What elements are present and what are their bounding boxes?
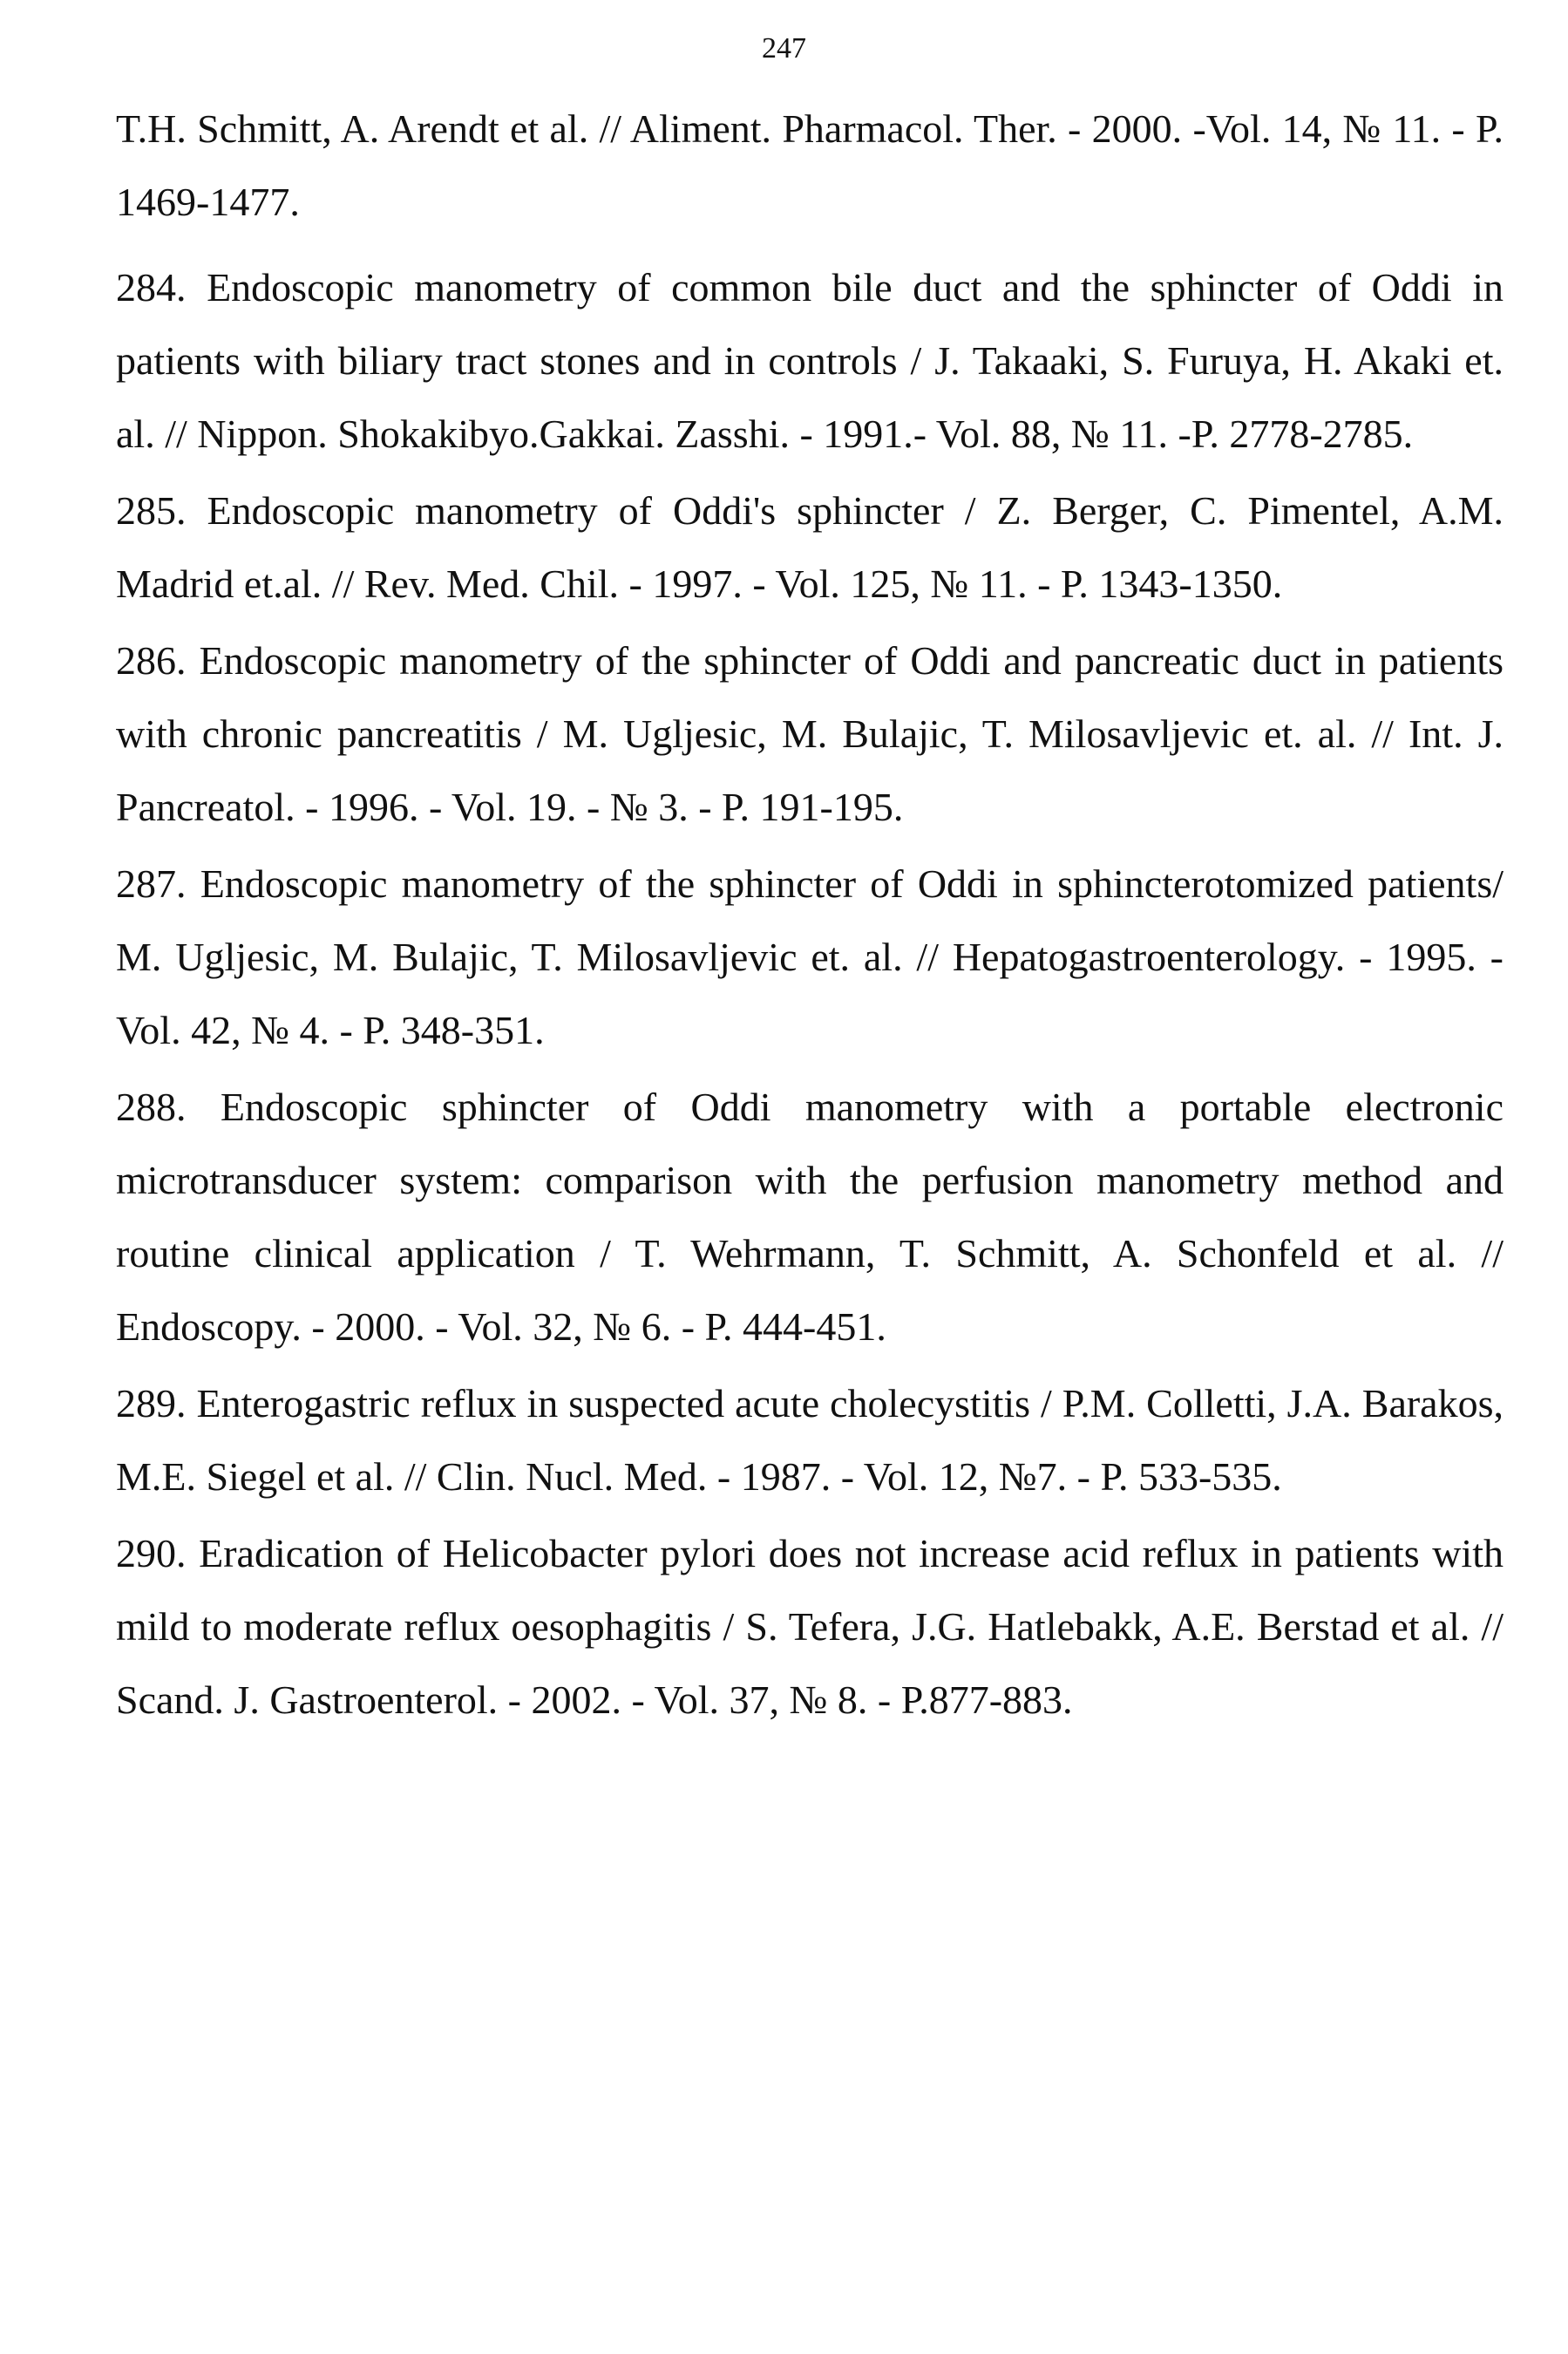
reference-text: Endoscopic sphincter of Oddi manometry with a portable electronic microtransducer system: comparison with the perfusion manometry method and routine clinical application / T. Wehrmann, T. Schmitt, A. Schonfeld et al. // Endoscopy. - 2000. - Vol. 32, № 6. - P. 444-451. <box>116 1085 1504 1349</box>
reference-item-290 <box>116 1517 1504 1737</box>
reference-item-288 <box>116 1071 1504 1364</box>
reference-number: 288. <box>116 1085 221 1129</box>
reference-item-285 <box>116 474 1504 621</box>
reference-item-continued <box>116 92 1504 239</box>
reference-text: Endoscopic manometry of the sphincter of Oddi and pancreatic duct in patients with chronic pancreatitis / M. Ugljesic, M. Bulajic, T. Milosavljevic et. al. // Int. J. Pancreatol. - 1996. - Vol. 19. - № 3. - P. 191-195. <box>116 638 1504 829</box>
reference-item-287 <box>116 847 1504 1067</box>
reference-number: 285. <box>116 488 207 533</box>
reference-list <box>116 92 1504 1737</box>
page-number: 247 <box>762 32 806 65</box>
reference-text: Endoscopic manometry of Oddi's sphincter / Z. Berger, C. Pimentel, A.M. Madrid et.al. // Rev. Med. Chil. - 1997. - Vol. 125, № 11. - P. 1343-1350. <box>116 488 1504 606</box>
reference-number: 284. <box>116 265 207 310</box>
reference-text: Enterogastric reflux in suspected acute cholecystitis / P.M. Colletti, J.A. Barakos, M.E. Siegel et al. // Clin. Nucl. Med. - 1987. - Vol. 12, №7. - P. 533-535. <box>116 1381 1504 1499</box>
reference-text: Eradication of Helicobacter pylori does not increase acid reflux in patients with mild to moderate reflux oesophagitis / S. Tefera, J.G. Hatlebakk, A.E. Berstad et al. // Scand. J. Gastroenterol. - 2002. - Vol. 37, № 8. - P.877-883. <box>116 1531 1504 1722</box>
reference-text: T.H. Schmitt, A. Arendt et al. // Aliment. Pharmacol. Ther. - 2000. -Vol. 14, № 11. - P. 1469-1477. <box>116 106 1504 224</box>
reference-number: 289. <box>116 1381 197 1425</box>
reference-number: 290. <box>116 1531 200 1575</box>
reference-number: 286. <box>116 638 200 683</box>
reference-number: 287. <box>116 861 200 906</box>
reference-text: Endoscopic manometry of the sphincter of Oddi in sphincterotomized patients/ M. Ugljesic, M. Bulajic, T. Milosavljevic et. al. // Hepatogastroenterology. - 1995. - Vol. 42, № 4. - P. 348-351. <box>116 861 1504 1052</box>
reference-item-289 <box>116 1367 1504 1514</box>
reference-item-284 <box>116 251 1504 471</box>
reference-item-286 <box>116 624 1504 844</box>
reference-text: Endoscopic manometry of common bile duct and the sphincter of Oddi in patients with biliary tract stones and in controls / J. Takaaki, S. Furuya, H. Akaki et. al. // Nippon. Shokakibyo.Gakkai. Zasshi. - 1991.- Vol. 88, № 11. -P. 2778-2785. <box>116 265 1504 456</box>
